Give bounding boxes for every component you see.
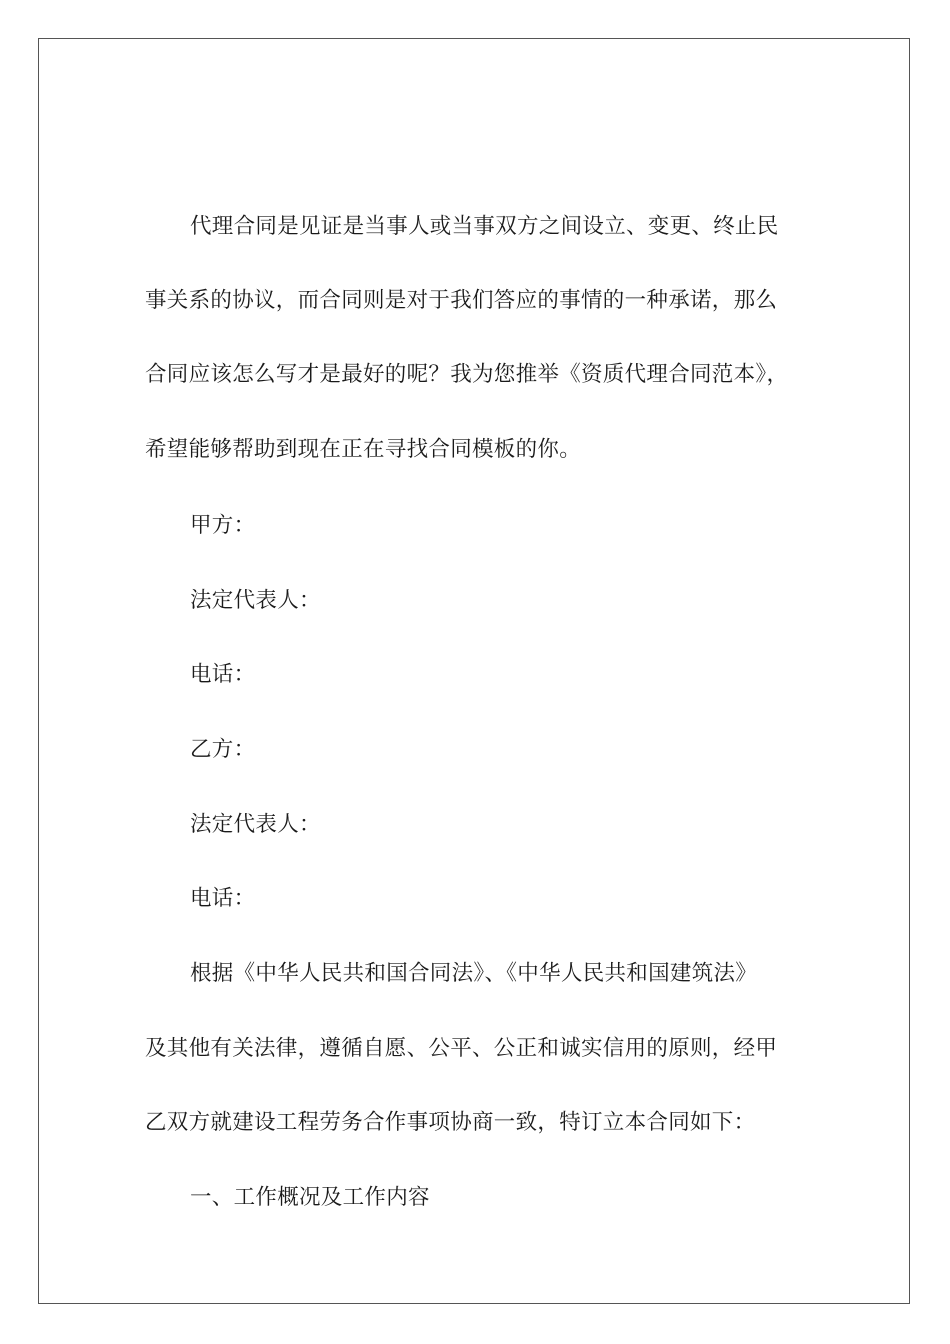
party-b-representative-label: 法定代表人：: [190, 812, 321, 837]
party-b-label: 乙方：: [190, 737, 256, 762]
intro-paragraph-line-3: 合同应该怎么写才是最好的呢？我为您推举《资质代理合同范本》，: [145, 362, 789, 387]
section-1-heading: 一、工作概况及工作内容: [190, 1185, 430, 1210]
party-a-representative-label: 法定代表人：: [190, 588, 321, 613]
intro-paragraph-line-2: 事关系的协议，而合同则是对于我们答应的事情的一种承诺，那么: [145, 288, 778, 313]
party-a-label: 甲方：: [190, 513, 256, 538]
basis-paragraph-line-2: 及其他有关法律，遵循自愿、公平、公正和诚实信用的原则，经甲: [145, 1036, 778, 1061]
intro-paragraph-line-1: 代理合同是见证是当事人或当事双方之间设立、变更、终止民: [190, 214, 779, 239]
basis-paragraph-line-3: 乙双方就建设工程劳务合作事项协商一致，特订立本合同如下：: [145, 1110, 756, 1135]
basis-paragraph-line-1: 根据《中华人民共和国合同法》、《中华人民共和国建筑法》: [190, 961, 758, 986]
party-a-phone-label: 电话：: [190, 662, 256, 687]
intro-paragraph-line-4: 希望能够帮助到现在正在寻找合同模板的你。: [145, 437, 582, 462]
party-b-phone-label: 电话：: [190, 886, 256, 911]
